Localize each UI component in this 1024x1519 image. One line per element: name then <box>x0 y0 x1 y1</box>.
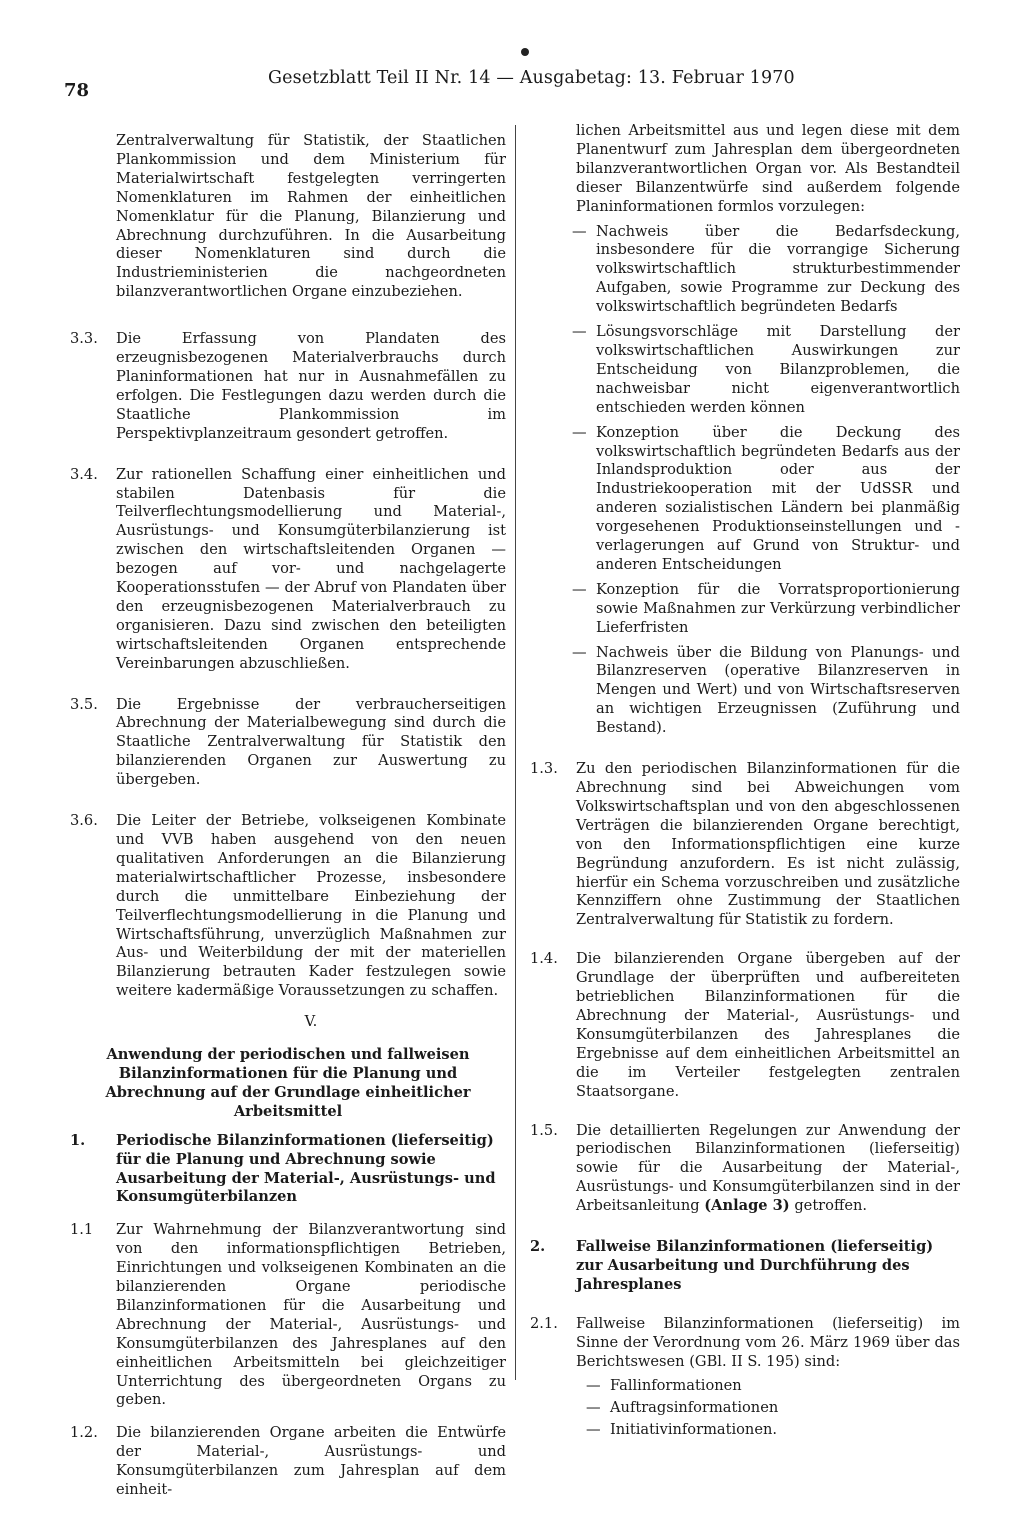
item-2-1 <box>530 1315 960 1372</box>
item-number: 3.5. <box>70 695 98 713</box>
dash-item <box>572 323 960 418</box>
item-text-tail: getroffen. <box>789 1197 867 1215</box>
list-text: Initiativinformationen. <box>610 1421 778 1439</box>
item-1-1 <box>70 1221 506 1410</box>
item-text: Zu den periodischen Bilanzinformationen für die Abrechnung sind bei Abweichungen vom Volkswirtschaftsplan und von den abgeschlossenen Verträgen die bilanzierenden Organe berechtigt, von den Informationspflichtigen eine kurze Begründung anzufordern. Es ist nicht zulässig, hierfür ein Schema vorzuschreiben und zusätzliche Kennziffern ohne Zustimmung der Staatlichen Zentralverwaltung für Statistik zu fordern. <box>576 760 960 929</box>
item-text: Zur rationellen Schaffung einer einheitlichen und stabilen Datenbasis für die Teilverflechtungsmodellierung und Material-, Ausrüstungs- und Konsumgüterbilanzierung ist zwischen den wirtschaftsleitenden Organen — bezogen auf vor- und nachgelagerte Kooperationsstufen — der Abruf von Plandaten über den erzeugnisbezogenen Materialverbrauch zu organisieren. Dazu sind zwischen den beteiligten wirtschaftsleitenden Organen entsprechende Vereinbarungen abzuschließen. <box>116 465 506 672</box>
left-intro-paragraph: Zentralverwaltung für Statistik, der Staatlichen Plankommission und dem Ministerium für Materialwirtschaft festgelegten verringerten Nomenklaturen im Rahmen der einheitlichen Nomenklatur für die Planung, Bilanzierung und Abrechnung durchzuführen. In die Ausarbeitung dieser Nomenklaturen sind durch die Industrieministerien die nachgeordneten bilanzverantwortlichen Organe einzubeziehen. <box>116 132 506 301</box>
list-item <box>586 1377 960 1396</box>
item-3-4 <box>70 466 506 674</box>
item-3-3 <box>70 330 506 443</box>
item-text: Die Leiter der Betriebe, volkseigenen Kombinate und VVB haben ausgehend von den neuen qualitativen Anforderungen an die Bilanzierung materialwirtschaftlicher Prozesse, insbesondere durch die unmittelbare Einbeziehung der Teilverflechtungsmodellierung in die Planung und Wirtschaftsführung, unverzüglich Maßnahmen zur Aus- und Weiterbildung der mit der materiellen Bilanzierung betrauten Kader festzulegen sowie weitere kadermäßige Voraussetzungen zu schaffen. <box>116 812 506 1000</box>
dash-text: Nachweis über die Bildung von Planungs- und Bilanzreserven (operative Bilanzreserven in Mengen und Wert) und von Wirtschaftsreserven an wichtigen Erzeugnissen (Zuführung und Bestand). <box>596 643 960 737</box>
item-text: Fallweise Bilanzinformationen (lieferseitig) im Sinne der Verordnung vom 26. März 1969 über das Berichtswesen (GBl. II S. 195) sind: <box>576 1314 960 1370</box>
dash-mark: — <box>572 423 587 441</box>
item-text: Die Erfassung von Plandaten des erzeugnisbezogenen Materialverbrauchs durch Planinformationen hat nur in Ausnahmefällen zu erfolgen. Die Festlegungen dazu werden durch die Staatliche Plankommission im Perspektivplanzeitraum gesondert getroffen. <box>116 330 506 442</box>
item-1-3 <box>530 760 960 930</box>
item-1-5 <box>530 1122 960 1217</box>
dash-text: Konzeption über die Deckung des volkswirtschaftlich begründeten Bedarfs aus der Inlandsproduktion oder aus der Industriekooperation mit der UdSSR und anderen sozialistischen Ländern bei planmäßig vorgesehenen Produktionseinstellungen und -verlagerungen auf Grund von Struktur- und anderen Entscheidungen <box>596 423 960 573</box>
dash-item <box>572 581 960 638</box>
print-mark <box>521 48 529 56</box>
subsection-title: Periodische Bilanzinformationen (lieferseitig) für die Planung und Abrechnung sowie Ausarbeitung der Material-, Ausrüstungs- und Konsumgüterbilanzen <box>116 1131 496 1206</box>
dash-text: Lösungsvorschläge mit Darstellung der volkswirtschaftlichen Auswirkungen zur Entscheidung von Bilanzproblemen, die nachweisbar nicht eigenverantwortlich entschieden werden können <box>596 323 960 416</box>
dash-mark: — <box>572 643 587 661</box>
item-number: 1.4. <box>530 950 558 968</box>
item-3-5 <box>70 696 506 791</box>
item-number: 2.1. <box>530 1314 558 1332</box>
dash-mark: — <box>586 1421 601 1439</box>
subsection-1-heading <box>70 1132 506 1208</box>
right-intro-paragraph: lichen Arbeitsmittel aus und legen diese mit dem Planentwurf zum Jahresplan dem übergeordneten bilanzverantwortlichen Organ vor. Als Bestandteil dieser Bilanzentwürfe sind außerdem folgende Planinformationen formlos vorzulegen: <box>576 122 960 215</box>
item-number: 3.6. <box>70 812 98 830</box>
dash-mark: — <box>586 1399 601 1417</box>
item-text: Die bilanzierenden Organe arbeiten die Entwürfe der Material-, Ausrüstungs- und Konsumgüterbilanzen zum Jahresplan auf dem einheit- <box>116 1424 506 1499</box>
item-text: Die Ergebnisse der verbraucherseitigen Abrechnung der Materialbewegung sind durch die Staatliche Zentralverwaltung für Statistik den bilanzierenden Organen zur Auswertung zu übergeben. <box>116 695 506 789</box>
dash-mark: — <box>572 580 587 598</box>
annex-reference: (Anlage 3) <box>704 1197 790 1215</box>
item-number: 3.3. <box>70 330 98 348</box>
page-header: Gesetzblatt Teil II Nr. 14 — Ausgabetag: 13. Februar 1970 <box>268 68 795 88</box>
item-1-2 <box>70 1424 506 1500</box>
section-title: Anwendung der periodischen und fallweisen Bilanzinformationen für die Planung und Abrechnung auf der Grundlage einheitlicher Arbeitsmittel <box>105 1046 471 1120</box>
dash-text: Nachweis über die Bedarfsdeckung, insbesondere für die vorrangige Sicherung volkswirtschaftlich strukturbestimmender Aufgaben, sowie Programme zur Deckung des volkswirtschaftlich begründeten Bedarfs <box>596 222 960 316</box>
column-divider <box>515 125 516 1380</box>
list-text: Fallinformationen <box>610 1377 742 1395</box>
list-item <box>586 1421 960 1440</box>
item-text: Zur Wahrnehmung der Bilanzverantwortung sind von den informationspflichtigen Betrieben, Einrichtungen und volkseigenen Kombinaten an die bilanzierenden Organe periodische Bilanzinformationen für die Ausarbeitung und Abrechnung der Material-, Ausrüstungs- und Konsumgüterbilanzen des Jahresplanes auf den einheitlichen Arbeitsmitteln bei gleichzeitiger Unterrichtung des übergeordneten Organs zu geben. <box>116 1221 506 1409</box>
dash-mark: — <box>572 222 587 240</box>
item-1-4 <box>530 950 960 1101</box>
item-number: 1.3. <box>530 760 558 778</box>
dash-mark: — <box>572 323 587 341</box>
item-number: 1.2. <box>70 1424 98 1442</box>
dash-mark: — <box>586 1377 601 1395</box>
dash-item <box>572 223 960 318</box>
subsection-title: Fallweise Bilanzinformationen (lieferseitig) zur Ausarbeitung und Durchführung des Jahresplanes <box>576 1238 934 1293</box>
dash-item <box>572 644 960 739</box>
subsection-number: 1. <box>70 1131 86 1149</box>
item-text-main: Die detaillierten Regelungen zur Anwendung der periodischen Bilanzinformationen (lieferseitig) sowie für die Ausarbeitung der Material-, Ausrüstungs- und Konsumgüterbilanzen sind in der Arbeitsanleitung <box>576 1121 960 1215</box>
list-item <box>586 1399 960 1418</box>
left-column <box>70 132 506 1500</box>
page-number: 78 <box>64 80 90 101</box>
dash-text: Konzeption für die Vorratsproportionierung sowie Maßnahmen zur Verkürzung verbindlicher Lieferfristen <box>596 580 960 636</box>
item-3-6 <box>70 812 506 1001</box>
item-text <box>576 1122 960 1217</box>
item-text: Die bilanzierenden Organe übergeben auf der Grundlage der überprüften und aufbereiteten betrieblichen Bilanzinformationen für die Abrechnung der Material-, Ausrüstungs- und Konsumgüterbilanzen des Jahresplanes die Ergebnisse auf dem einheitlichen Arbeitsmittel an die im Verteiler festgelegten zentralen Staatsorgane. <box>576 950 960 1100</box>
section-numeral: V. <box>304 1013 318 1031</box>
item-number: 3.4. <box>70 465 98 483</box>
list-text: Auftragsinformationen <box>610 1399 779 1417</box>
subsection-number: 2. <box>530 1238 546 1256</box>
right-column <box>530 122 960 1440</box>
dash-item <box>572 424 960 575</box>
item-number: 1.1 <box>70 1221 94 1239</box>
subsection-2-heading <box>530 1238 960 1295</box>
item-number: 1.5. <box>530 1121 558 1139</box>
